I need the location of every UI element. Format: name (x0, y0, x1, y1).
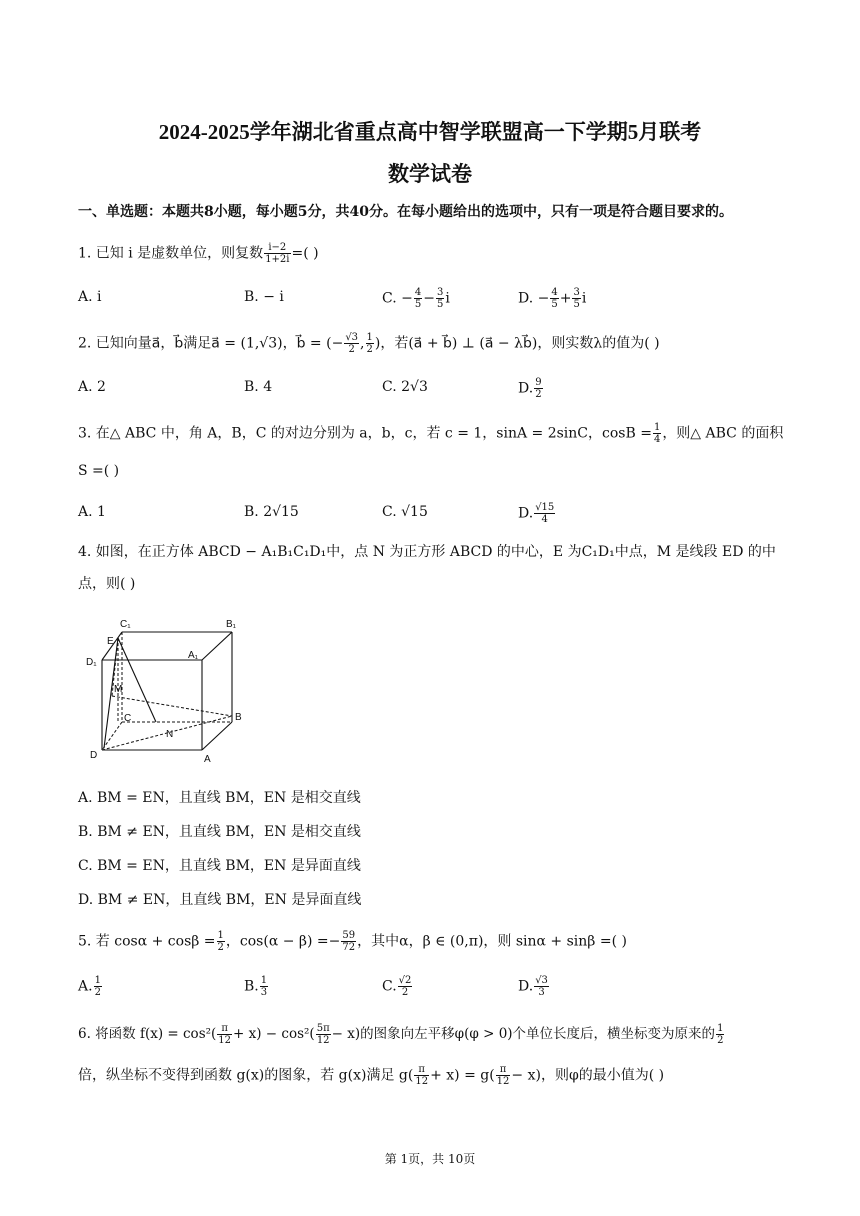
section-heading: 一、单选题：本题共8小题，每小题5分，共40分。在每小题给出的选项中，只有一项是符合题目要求的。 (78, 204, 733, 220)
q4-option-a: A. BM = EN，且直线 BM，EN 是相交直线 (78, 790, 361, 806)
q3-option-c: C. √15 (382, 504, 428, 520)
label-d: D (90, 750, 98, 761)
label-m: M (114, 684, 123, 695)
q1-option-b: B. − i (244, 289, 284, 305)
q2-option-c: C. 2√3 (382, 379, 428, 395)
q5-option-d: D. $\frac{√3}{3}$ (518, 975, 548, 998)
question-3-line1: 3. 在△ ABC 中，角 A，B，C 的对边分别为 a，b，c，若 c = 1，sinA = 2sinC，cosB = $\frac{1}{4}$ ，则△ ABC 的面积 (78, 422, 784, 445)
q1-option-d: D. − $\frac{4}{5}$ + $\frac{3}{5}$ i (518, 287, 587, 310)
q3-option-a: A. 1 (78, 504, 106, 520)
label-a1: A₁ (188, 650, 199, 661)
label-b1: B₁ (226, 619, 237, 630)
q5-option-a: A. $\frac{1}{2}$ (78, 975, 101, 998)
label-e: E (107, 636, 114, 647)
q4-option-d: D. BM ≠ EN，且直线 BM，EN 是异面直线 (78, 892, 362, 908)
label-c: C (124, 713, 132, 724)
label-a: A (204, 754, 211, 764)
q4-option-b: B. BM ≠ EN，且直线 BM，EN 是相交直线 (78, 824, 361, 840)
q4-option-c: C. BM = EN，且直线 BM，EN 是异面直线 (78, 858, 361, 874)
q1-option-a: A. i (78, 289, 102, 305)
question-2: 2. 已知向量a⃗，b⃗满足a⃗ = (1,√3)，b⃗ = (− $\frac{√3}{2}$ , $\frac{1}{2}$ )，若(a⃗ + b⃗) ⊥ (a⃗ − λb⃗)，则实数λ的值为( ) (78, 332, 660, 355)
page-footer: 第 1页，共 10页 (384, 1152, 476, 1166)
cube-figure (82, 612, 252, 764)
question-6-line2: 倍，纵坐标不变得到函数 g(x)的图象，若 g(x)满足 g( $\frac{\pi}{12}$ + x) = g( $\frac{\pi}{12}$ − x)，则φ的最小值为( ) (78, 1064, 665, 1087)
q5-option-c: C. $\frac{√2}{2}$ (382, 975, 412, 998)
question-1: 1. 已知 i 是虚数单位，则复数 $\frac{i-2}{1+2i}$ =( ) (78, 242, 319, 265)
question-5: 5. 若 cosα + cosβ = $\frac{1}{2}$ ，cos(α − β) =− $\frac{59}{72}$ ，其中α，β ∈ (0,π)，则 sinα + sinβ =( ) (78, 930, 627, 953)
label-c1: C₁ (120, 619, 131, 630)
label-d1: D₁ (86, 657, 97, 668)
exam-subtitle: 数学试卷 (388, 162, 472, 186)
label-b: B (235, 712, 242, 723)
question-6-line1: 6. 将函数 f(x) = cos²( $\frac{\pi}{12}$ + x) − cos²( $\frac{5\pi}{12}$ − x)的图象向左平移φ(φ > 0)个单位长度后，横坐标变为原来的 $\frac{1}{2}$ (78, 1023, 724, 1046)
question-4-line1: 4. 如图，在正方体 ABCD − A₁B₁C₁D₁中，点 N 为正方形 ABCD 的中心，E 为C₁D₁中点，M 是线段 ED 的中 (78, 544, 776, 560)
question-3-line2: S =( ) (78, 463, 120, 479)
exam-title: 2024-2025学年湖北省重点高中智学联盟高一下学期5月联考 (158, 120, 702, 144)
q2-option-b: B. 4 (244, 379, 273, 395)
q2-option-d: D. $\frac{9}{2}$ (518, 377, 542, 400)
q3-option-b: B. 2√15 (244, 504, 299, 520)
question-4-line2: 点，则( ) (78, 576, 136, 592)
q5-option-b: B. $\frac{1}{3}$ (244, 975, 268, 998)
q3-option-d: D. $\frac{√15}{4}$ (518, 502, 555, 525)
q2-option-a: A. 2 (78, 379, 106, 395)
q1-option-c: C. − $\frac{4}{5}$ − $\frac{3}{5}$ i (382, 287, 450, 310)
label-n: N (166, 729, 174, 740)
